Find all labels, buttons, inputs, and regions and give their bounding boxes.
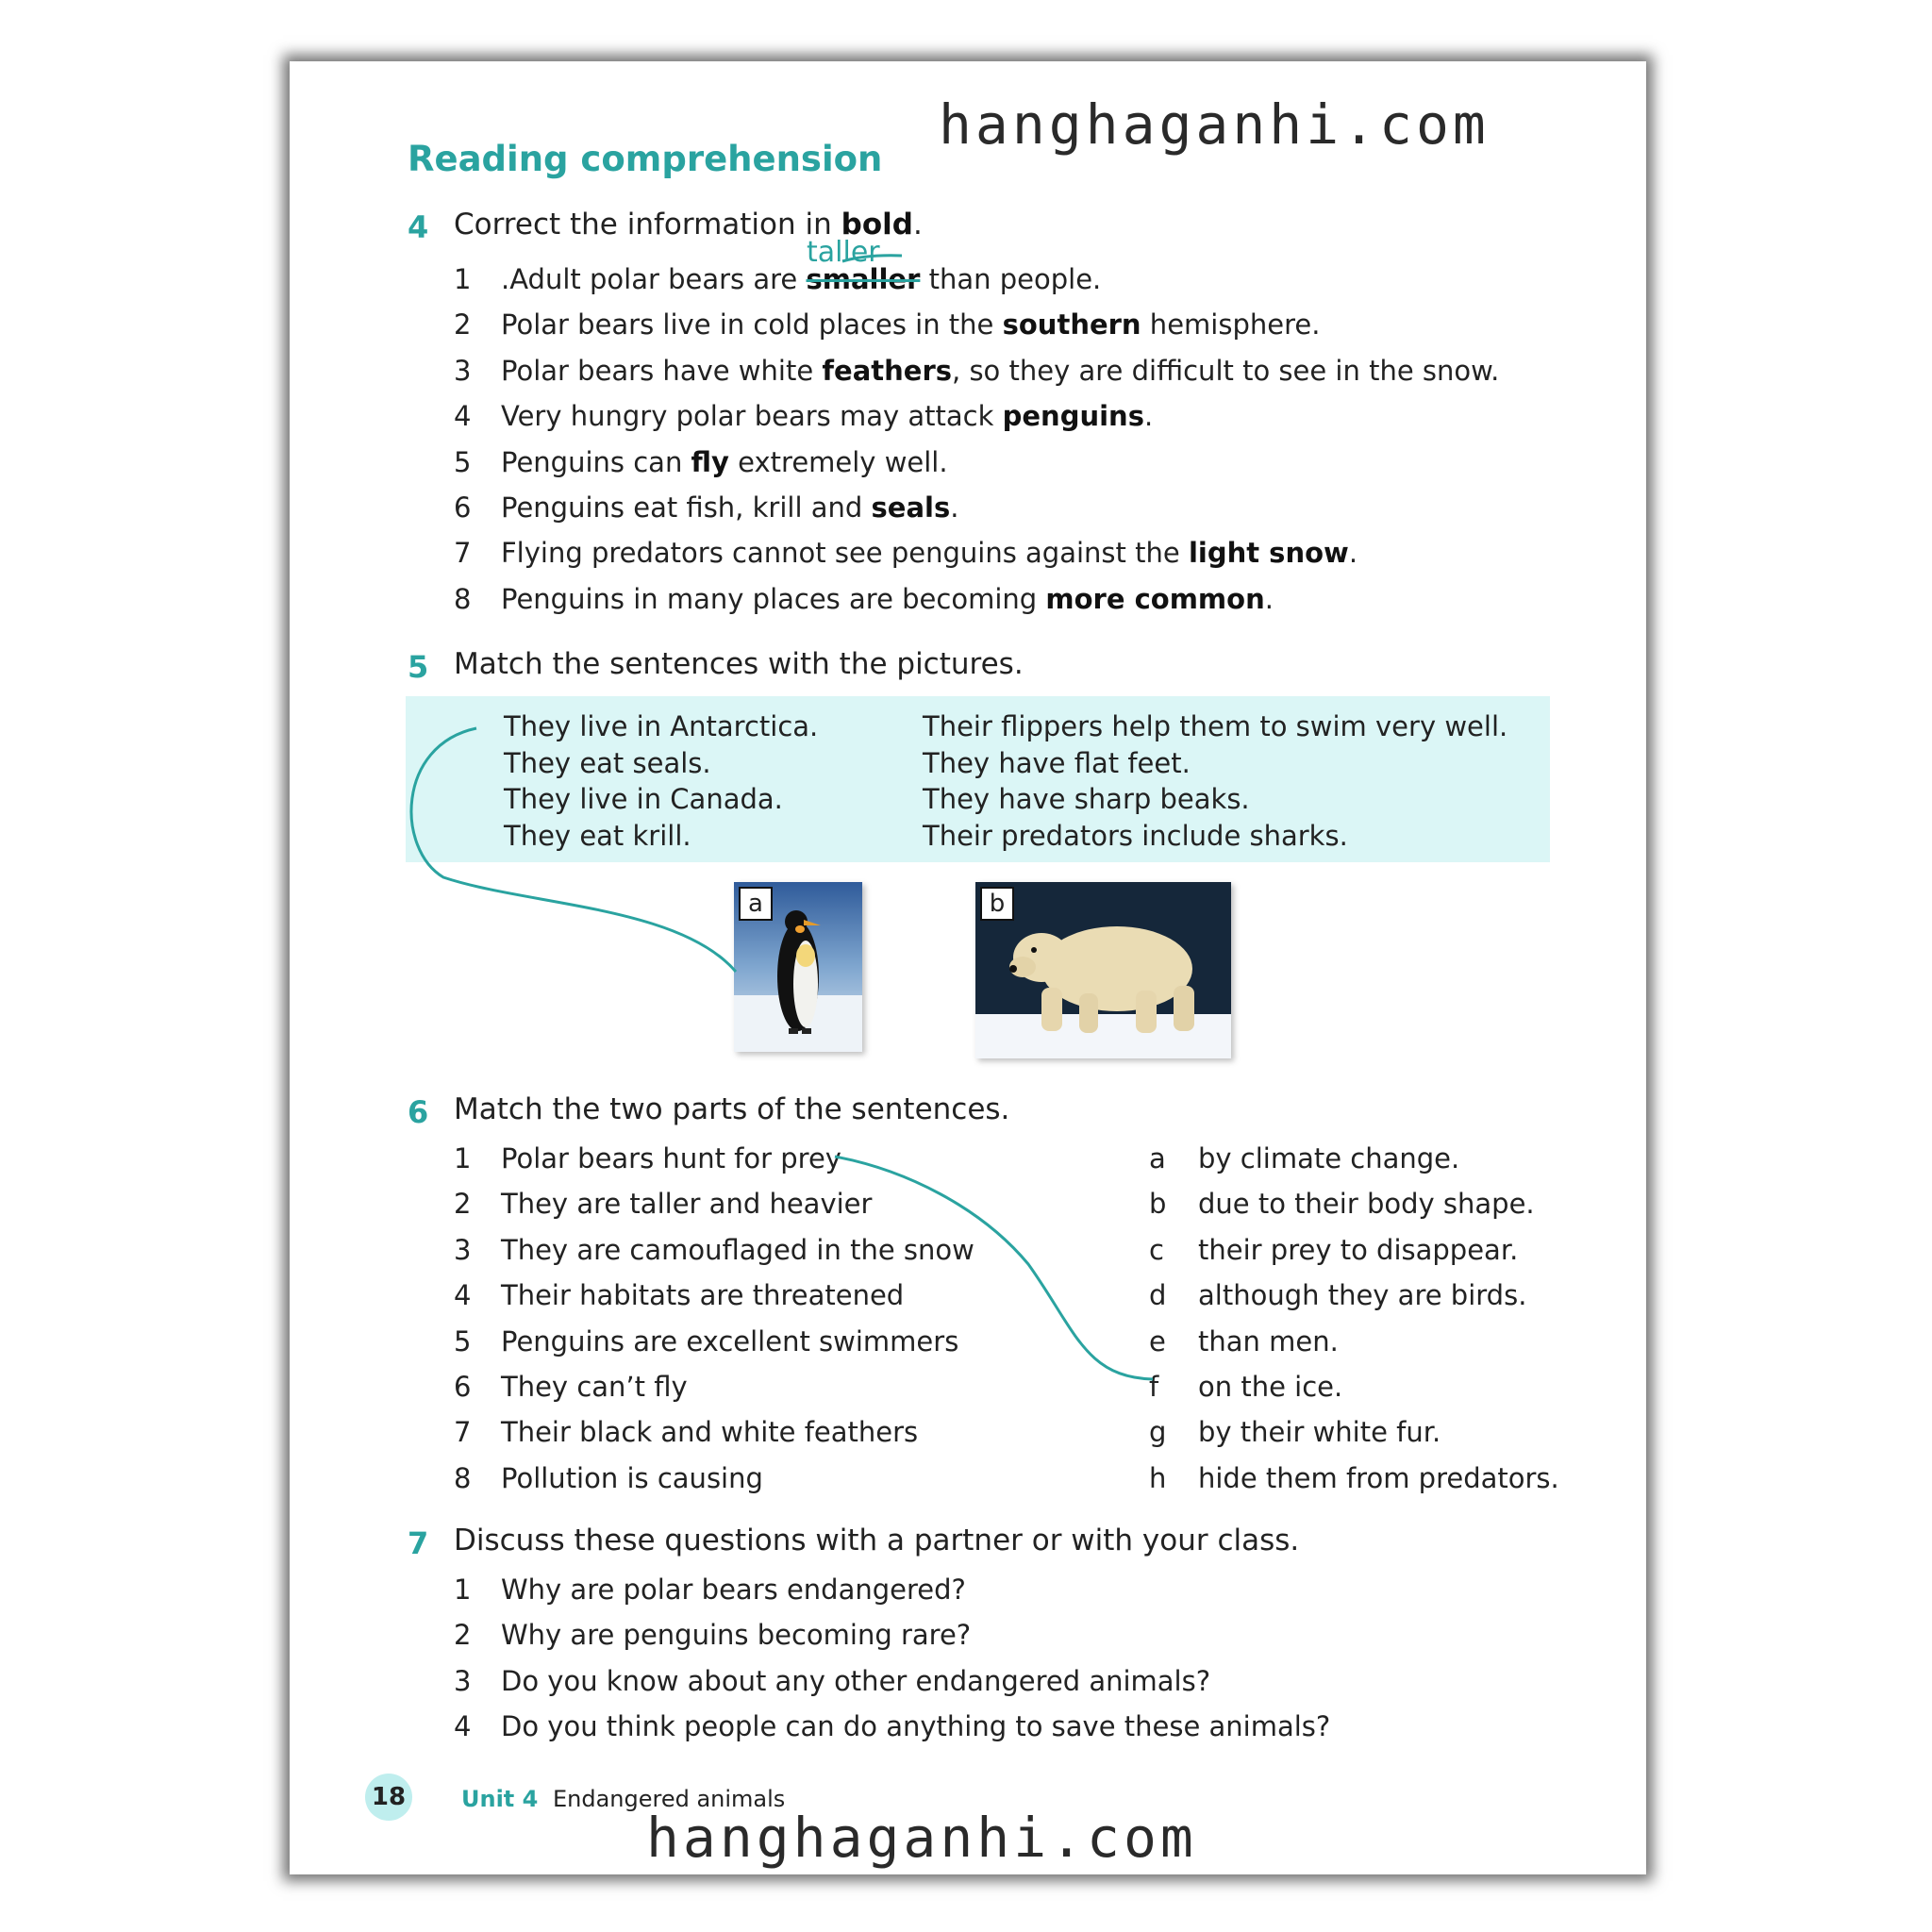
exercise-4-item-text [501,263,1101,295]
item-text-after: . [1264,582,1274,615]
box-sentence: They live in Canada. [504,783,783,815]
item-text-after: than people. [920,263,1102,295]
picture-a-penguin [734,882,862,1052]
exercise-7-item-number: 4 [454,1710,472,1743]
exercise-6-left-item-text: Their habitats are threatened [501,1279,905,1312]
item-text-after: , so they are difficult to see in the snow. [952,354,1500,387]
exercise-6-left-item-text: They are taller and heavier [501,1188,873,1221]
box-sentence: They eat krill. [504,819,691,852]
item-bold-text: penguins [1002,400,1144,433]
item-text-before: Flying predators cannot see penguins against the [501,537,1189,570]
item-text-after: . [950,491,959,524]
exercise-6-right-item-number: g [1149,1416,1167,1449]
exercise-7-item-text: Do you think people can do anything to save these animals? [501,1710,1331,1743]
exercise-6-left-item-text: Pollution is causing [501,1461,763,1494]
exercise-7-item-number: 3 [454,1664,472,1697]
exercise-4-item-number: 6 [454,491,472,524]
item-text-before: Penguins in many places are becoming [501,582,1046,615]
exercise-7-item-text: Do you know about any other endangered animals? [501,1664,1211,1697]
exercise-6-right-item-text: due to their body shape. [1198,1188,1535,1221]
exercise-4-item-number: 8 [454,582,472,615]
page-number-badge: 18 [365,1774,412,1821]
exercise-4-instruction: Correct the information in bold. [454,208,923,242]
box-sentence: Their flippers help them to swim very well. [923,710,1508,742]
exercise-6-left-item-number: 4 [454,1279,472,1312]
box-sentence: They have flat feet. [923,746,1191,779]
exercise-6-right-item-text: than men. [1198,1324,1339,1357]
watermark-bottom: hanghaganhi.com [646,1806,1197,1870]
box-sentence: They eat seals. [504,746,711,779]
item-text-before: .Adult polar bears are [501,263,807,295]
exercise-6-right-item-text: hide them from predators. [1198,1461,1559,1494]
exercise-6-instruction: Match the two parts of the sentences. [454,1092,1010,1126]
exercise-4-item-text [501,491,958,524]
exercise-7-item-number: 1 [454,1574,472,1606]
picture-b-polar-bear [975,882,1231,1058]
exercise-7-item-number: 2 [454,1619,472,1652]
footer-unit-title: Endangered animals [552,1786,786,1812]
exercise-4-item-number: 4 [454,400,472,433]
item-text-after: extremely well. [728,445,948,478]
exercise-6-right-item-number: e [1149,1324,1166,1357]
item-text-after: . [1143,400,1154,433]
exercise-6-left-item-number: 5 [454,1324,472,1357]
exercise-4-item-text [501,400,1153,432]
exercise-6-left-item-text: They are camouflaged in the snow [501,1233,974,1266]
exercise-6-right-item-text: by climate change. [1198,1142,1460,1174]
exercise-6-right-item-number: b [1149,1188,1167,1221]
exercise-7-item-text: Why are polar bears endangered? [501,1574,966,1606]
item-bold-text: light snow [1188,537,1349,570]
exercise-6-right-item-text: their prey to disappear. [1198,1233,1519,1266]
exercise-6-right-item-number: d [1149,1279,1167,1312]
item-text-before: Very hungry polar bears may attack [501,400,1003,433]
item-bold-text: smaller [806,263,921,295]
watermark-top: hanghaganhi.com [939,92,1490,157]
exercise-6-left-item-text: Their black and white feathers [501,1416,919,1449]
exercise-4-item-text [501,355,1499,387]
exercise-6-right-item-text: although they are birds. [1198,1279,1527,1312]
exercise-6-right-item-number: f [1149,1371,1159,1403]
box-sentence: They live in Antarctica. [504,710,819,742]
item-text-before: Penguins can [501,445,691,478]
item-bold-text: more common [1045,582,1265,615]
exercise-6-left-item-text: They can’t fly [501,1371,688,1403]
exercise-6-number: 6 [408,1094,429,1130]
exercise-4-item-number: 2 [454,308,472,341]
exercise-6-left-item-number: 7 [454,1416,472,1449]
picture-b-label: b [980,887,1014,921]
item-text-before: Polar bears live in cold places in the [501,308,1003,341]
item-bold-text: southern [1002,308,1141,341]
item-text-after: hemisphere. [1141,308,1321,341]
item-bold-text: seals [871,491,951,524]
item-text-after: . [1348,537,1358,570]
picture-a-label: a [739,887,773,921]
exercise-6-left-item-number: 2 [454,1188,472,1221]
item-bold-text: feathers [822,354,953,387]
exercise-6-left-item-number: 6 [454,1371,472,1403]
exercise-4-item-number: 3 [454,354,472,387]
box-sentence: They have sharp beaks. [923,783,1250,815]
exercise-6-right-item-number: c [1149,1233,1164,1266]
section-heading: Reading comprehension [408,139,883,179]
exercise-6-right-item-text: by their white fur. [1198,1416,1441,1449]
exercise-7-instruction: Discuss these questions with a partner or with your class. [454,1524,1300,1557]
exercise-4-item-number: 1 [454,263,472,295]
exercise-6-left-item-number: 3 [454,1233,472,1266]
exercise-6-left-item-number: 8 [454,1461,472,1494]
exercise-6-right-item-text: on the ice. [1198,1371,1343,1403]
exercise-4-item-text [501,308,1320,341]
box-sentence: Their predators include sharks. [923,819,1348,852]
exercise-6-left-item-number: 1 [454,1142,472,1174]
item-text-before: Polar bears have white [501,354,823,387]
exercise-4-item-number: 5 [454,445,472,478]
exercise-6-left-item-text: Polar bears hunt for prey [501,1142,841,1174]
item-text-before: Penguins eat fish, krill and [501,491,872,524]
exercise-4-item-number: 7 [454,537,472,570]
exercise-7-item-text: Why are penguins becoming rare? [501,1619,972,1652]
exercise-5-instruction: Match the sentences with the pictures. [454,647,1024,681]
exercise-4-item-text [501,583,1274,615]
footer-unit-label: Unit 4 [461,1786,539,1812]
exercise-4-item-text [501,446,948,478]
exercise-7-number: 7 [408,1525,429,1561]
handwritten-correction: taller [807,236,880,269]
exercise-5-number: 5 [408,649,429,685]
exercise-6-right-item-number: h [1149,1461,1167,1494]
exercise-4-number: 4 [408,209,429,245]
exercise-4-item-text [501,537,1357,569]
exercise-6-right-item-number: a [1149,1142,1166,1174]
exercise-6-left-item-text: Penguins are excellent swimmers [501,1324,959,1357]
item-bold-text: fly [691,445,729,478]
